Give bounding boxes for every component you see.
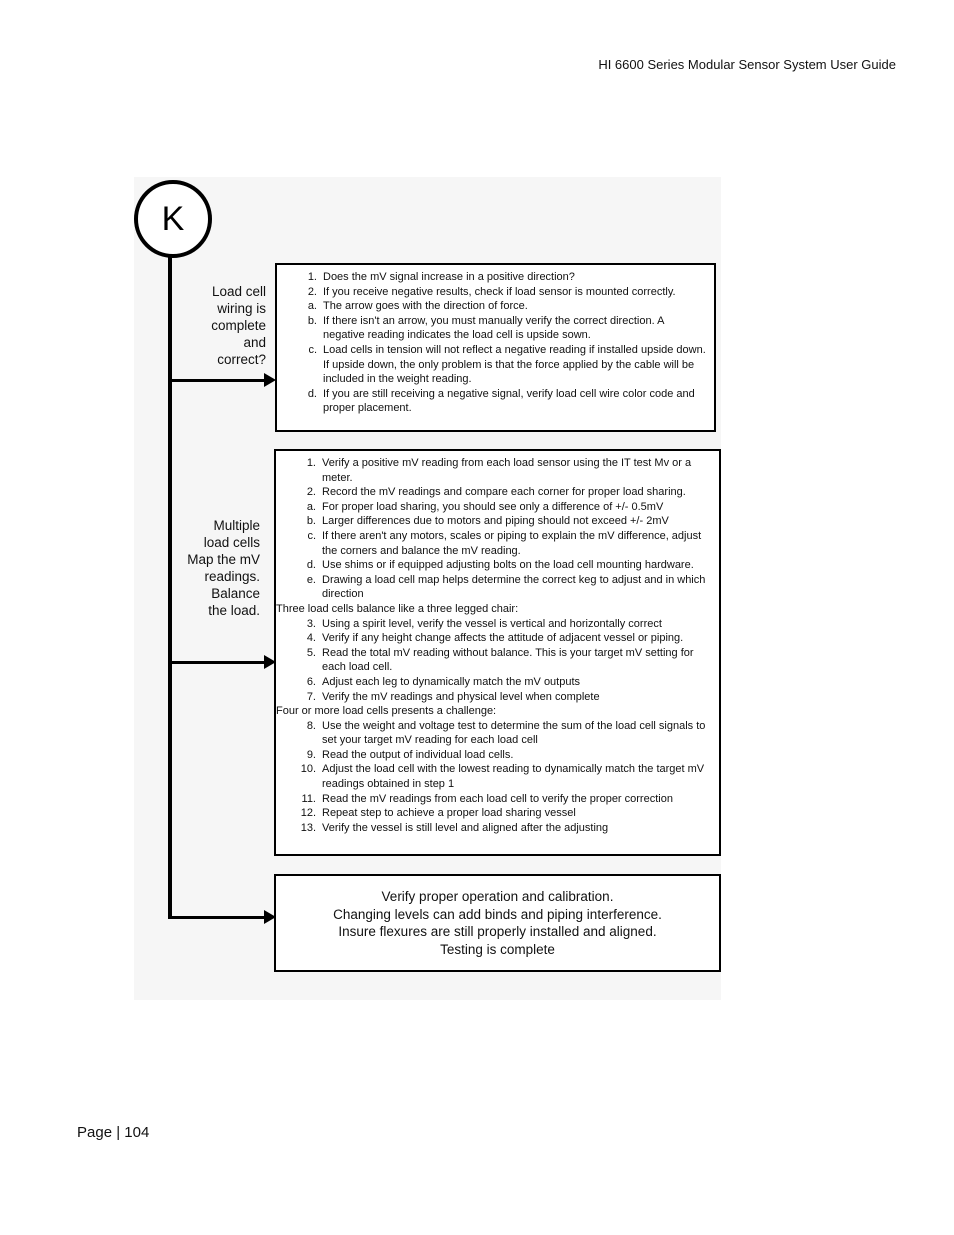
list-item-text: Adjust the load cell with the lowest reading to dynamically match the target mV readings obtained in step 1 (322, 763, 705, 791)
list-item (276, 646, 713, 675)
list-item (277, 387, 706, 416)
list-item-number: d. (307, 387, 317, 400)
list-item-text: If you are still receiving a negative signal, verify load cell wire color code and proper placement. (323, 387, 695, 415)
list-item (276, 748, 713, 763)
list-item (276, 690, 713, 705)
list-item-text: Drawing a load cell map helps determine the correct keg to adjust and in which direction (322, 573, 706, 601)
list-item-number: 12. (300, 807, 316, 820)
flow-branch-line-3 (168, 916, 268, 919)
list-item-text: Load cells in tension will not reflect a negative reading if installed upside down. If upside down, the only problem is that the force applied by the cable will be included in the weight reading. (323, 343, 706, 386)
final-box-line: Changing levels can add binds and piping interference. (333, 906, 662, 922)
flowchart (134, 177, 721, 1000)
list-item-text: If there aren't any motors, scales or piping to explain the mV difference, adjust the corners and balance the mV reading. (322, 529, 702, 557)
list-item-text: Read the output of individual load cells. (322, 748, 514, 761)
list-item-text: Use the weight and voltage test to determine the sum of the load cell signals to set your target mV reading for each load cell (322, 719, 706, 747)
list-item-number: 3. (306, 617, 316, 630)
list-item (276, 558, 713, 573)
list-item (277, 285, 706, 300)
start-node-k: K (134, 180, 212, 258)
list-item-number: 5. (306, 646, 316, 659)
final-box-line: Verify proper operation and calibration. (381, 889, 614, 904)
list-item-number: 13. (300, 821, 316, 834)
instruction-box-1 (275, 263, 716, 432)
question-label-line: complete (211, 318, 266, 333)
question-label-line: readings. (204, 569, 260, 584)
question-label-line: Multiple (213, 518, 260, 533)
list-item (276, 514, 713, 529)
list-item (276, 792, 713, 807)
list-item-number: a. (306, 500, 316, 513)
flow-branch-line-1 (168, 379, 268, 382)
question-label-line: Balance (211, 586, 260, 601)
list-item (276, 617, 713, 632)
list-item-number: 11. (301, 792, 316, 805)
list-item (276, 631, 713, 646)
list-item-text: Using a spirit level, verify the vessel is vertical and horizontally correct (322, 617, 662, 630)
question-label-line: correct? (217, 352, 266, 367)
list-item-number: 7. (306, 690, 316, 703)
list-item-number: 1. (307, 271, 317, 283)
list-item-number: c. (307, 529, 316, 542)
list-item (276, 573, 713, 602)
instruction-box-2 (274, 449, 721, 856)
question-label-line: load cells (203, 535, 260, 550)
list-item-number: 10. (300, 763, 316, 776)
question-label-1 (174, 283, 266, 368)
list-item-number: 6. (306, 675, 316, 688)
list-item-number: 8. (306, 719, 316, 732)
list-item-text: Does the mV signal increase in a positive direction? (323, 271, 575, 283)
section-note: Four or more load cells presents a challenge: (276, 705, 497, 718)
list-item-text: Adjust each leg to dynamically match the mV outputs (322, 675, 581, 688)
list-item (276, 821, 713, 836)
list-item (276, 529, 713, 558)
list-item (276, 500, 713, 515)
question-label-line: Map the mV (187, 552, 260, 567)
final-box (274, 874, 721, 972)
list-item (277, 314, 706, 343)
list-item-number: 1. (306, 457, 316, 469)
section-note: Three load cells balance like a three legged chair: (276, 602, 519, 615)
list-item (276, 485, 713, 500)
list-item (277, 270, 706, 285)
list-item-text: Use shims or if equipped adjusting bolts on the load cell mounting hardware. (322, 559, 694, 572)
list-item-number: 2. (307, 285, 317, 298)
list-item (276, 806, 713, 821)
question-label-line: and (243, 335, 266, 350)
list-item-number: c. (308, 343, 317, 356)
list-item-number: a. (307, 300, 317, 313)
list-item-text: Read the mV readings from each load cell to verify the proper correction (322, 792, 673, 805)
list-item (276, 762, 713, 791)
list-item-text: The arrow goes with the direction of force. (323, 300, 528, 313)
list-item-text: For proper load sharing, you should see only a difference of +/- 0.5mV (322, 500, 664, 513)
question-label-line: Load cell (211, 284, 266, 299)
question-label-line: wiring is (217, 301, 266, 316)
list-item-text: Verify the vessel is still level and aligned after the adjusting (322, 821, 609, 834)
page-header: HI 6600 Series Modular Sensor System User Guide (598, 57, 896, 72)
list-item (276, 719, 713, 748)
list-item (276, 675, 713, 690)
question-label-line: the load. (208, 603, 260, 618)
final-box-line: Testing is complete (440, 941, 555, 957)
list-item (277, 343, 706, 387)
flow-trunk-line (168, 255, 172, 919)
list-item-text: Verify the mV readings and physical level when complete (322, 690, 600, 703)
flow-branch-line-2 (168, 661, 268, 664)
list-item-text: If you receive negative results, check if load sensor is mounted correctly. (323, 285, 676, 298)
page-number: Page | 104 (77, 1124, 150, 1141)
list-item-number: 9. (306, 748, 316, 761)
list-item-number: 2. (306, 486, 316, 499)
list-item-text: Read the total mV reading without balance. This is your target mV setting for each load cell. (322, 646, 694, 674)
final-box-line: Insure flexures are still properly installed and aligned. (338, 924, 657, 939)
list-item-number: 4. (306, 632, 316, 645)
list-item (276, 456, 713, 485)
list-item-text: If there isn't an arrow, you must manually verify the correct direction. A negative reading indicates the load cell is upside sown. (323, 314, 664, 342)
list-item-number: e. (306, 573, 316, 586)
list-item-text: Record the mV readings and compare each corner for proper load sharing. (322, 486, 686, 499)
list-item-number: b. (306, 515, 316, 528)
question-label-2 (174, 517, 260, 619)
list-item-number: d. (306, 559, 316, 572)
list-item-text: Verify a positive mV reading from each load sensor using the IT test Mv or a meter. (322, 457, 692, 484)
list-item-number: b. (307, 314, 317, 327)
list-item (277, 299, 706, 314)
list-item-text: Larger differences due to motors and piping should not exceed +/- 2mV (322, 515, 669, 528)
list-item-text: Verify if any height change affects the attitude of adjacent vessel or piping. (322, 632, 684, 645)
list-item-text: Repeat step to achieve a proper load sharing vessel (322, 807, 576, 820)
